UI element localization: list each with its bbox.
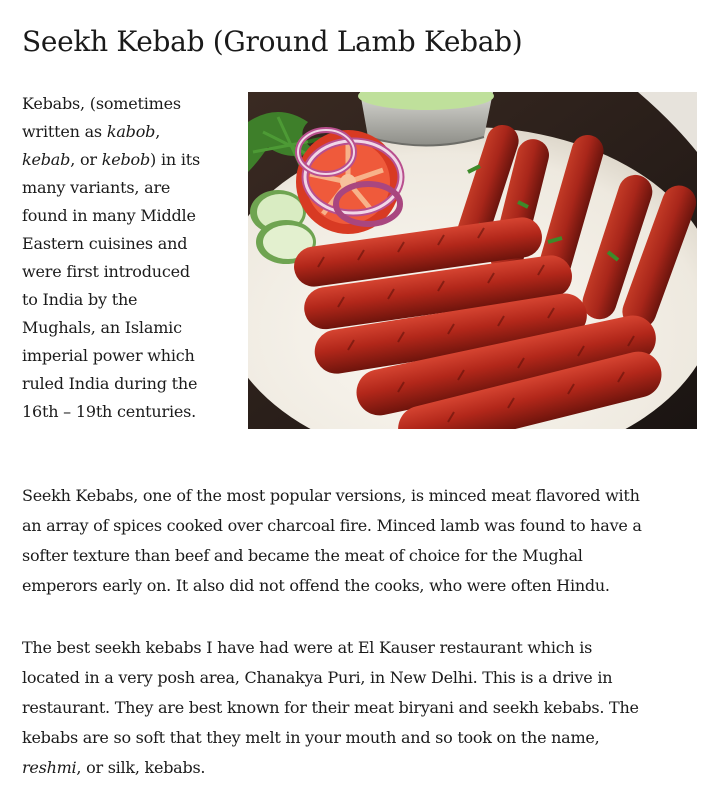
- term-kebob: kebob: [101, 150, 151, 169]
- intro-line: to India by the: [22, 290, 138, 309]
- intro-line: found in many Middle: [22, 206, 196, 225]
- intro-line: many variants, are: [22, 178, 171, 197]
- paragraph-line: restaurant. They are best known for their meat biryani and seekh kebabs. The: [22, 698, 639, 717]
- paragraph-line: kebabs are so soft that they melt in your mouth and so took on the name,: [22, 728, 600, 747]
- intro-line: Eastern cuisines and: [22, 234, 188, 253]
- intro-line: ruled India during the: [22, 374, 198, 393]
- paragraph-line: emperors early on. It also did not offend the cooks, who were often Hindu.: [22, 576, 610, 595]
- intro-line: were first introduced: [22, 262, 190, 281]
- body-paragraph-restaurant: [22, 633, 712, 783]
- intro-text: ) in its: [150, 150, 201, 169]
- paragraph-line: softer texture than beef and became the meat of choice for the Mughal: [22, 546, 583, 565]
- page-title: Seekh Kebab (Ground Lamb Kebab): [22, 25, 523, 58]
- intro-paragraph: [22, 90, 227, 426]
- paragraph-line: located in a very posh area, Chanakya Puri, in New Delhi. This is a drive in: [22, 668, 613, 687]
- kebab-photo: [248, 92, 697, 429]
- intro-line: Kebabs, (sometimes: [22, 94, 181, 113]
- intro-line: 16th – 19th centuries.: [22, 402, 197, 421]
- intro-text: ,: [155, 122, 161, 141]
- intro-text: , or: [70, 150, 102, 169]
- term-kabob: kabob: [106, 122, 156, 141]
- paragraph-text: , or silk, kebabs.: [76, 758, 206, 777]
- term-kebab: kebab: [22, 150, 71, 169]
- intro-line: [22, 118, 227, 146]
- paragraph-line: [22, 753, 712, 783]
- intro-line: imperial power which: [22, 346, 195, 365]
- paragraph-line: an array of spices cooked over charcoal fire. Minced lamb was found to have a: [22, 516, 642, 535]
- paragraph-line: Seekh Kebabs, one of the most popular versions, is minced meat flavored with: [22, 486, 640, 505]
- intro-line: [22, 146, 227, 174]
- intro-text: written as: [22, 122, 107, 141]
- intro-line: Mughals, an Islamic: [22, 318, 182, 337]
- body-paragraph-history: [22, 481, 712, 601]
- paragraph-line: The best seekh kebabs I have had were at El Kauser restaurant which is: [22, 638, 593, 657]
- term-reshmi: reshmi: [22, 758, 77, 777]
